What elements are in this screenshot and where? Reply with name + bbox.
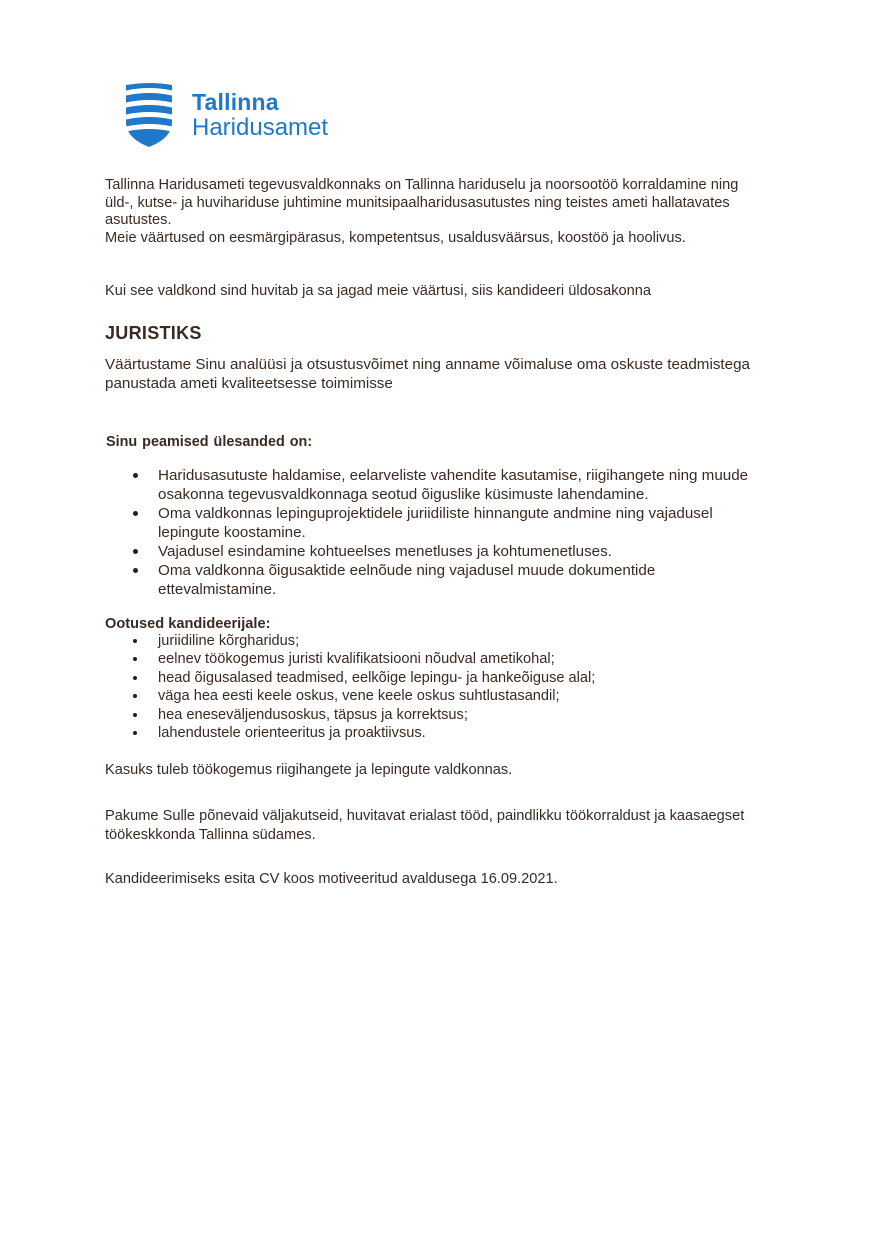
offer-paragraph: Pakume Sulle põnevaid väljakutseid, huvitavat erialast tööd, paindlikku töökorraldust ja kaasaegset töökeskkonda Tallinna südames. [105,808,745,844]
expectations-heading: Ootused kandideerijale: [105,615,271,632]
list-item: lahendustele orienteeritus ja proaktiivsus. [105,724,755,743]
values-paragraph: Meie väärtused on eesmärgipärasus, kompetentsus, usaldusväärsus, koostöö ja hoolivus. [105,229,686,246]
list-item: eelnev töökogemus juristi kvalifikatsiooni nõudval ametikohal; [105,650,755,669]
expectations-list [105,632,755,744]
list-item: Vajadusel esindamine kohtueelses menetluses ja kohtumenetluses. [105,542,755,561]
list-item: juriidiline kõrgharidus; [105,632,755,651]
advantage-paragraph: Kasuks tuleb töökogemus riigihangete ja lepingute valdkonnas. [105,762,513,779]
list-item: väga hea eesti keele oskus, vene keele oskus suhtlustasandil; [105,687,755,706]
list-item: Haridusasutuste haldamise, eelarveliste vahendite kasutamise, riigihangete ning muude osakonna tegevusvaldkonnaga seotud õiguslike küsimuste lahendamine. [105,466,755,504]
logo-title: Tallinna [192,88,279,115]
waves-shield-icon [124,82,174,148]
logo [124,82,328,148]
list-item: hea eneseväljendusoskus, täpsus ja korrektsus; [105,706,755,725]
list-item: head õigusalased teadmised, eelkõige lepingu- ja hankeõiguse alal; [105,669,755,688]
invite-paragraph: Kui see valdkond sind huvitab ja sa jagad meie väärtusi, siis kandideeri üldosakonna [105,283,651,299]
job-posting [105,177,755,888]
list-item: Oma valdkonnas lepinguprojektidele juriidiliste hinnangute andmine ning vajadusel lepingute koostamine. [105,504,755,542]
lead-paragraph: Väärtustame Sinu analüüsi ja otsustusvõimet ning anname võimaluse oma oskuste teadmistega panustada ameti kvaliteetsesse toimimisse [105,355,750,392]
apply-paragraph: Kandideerimiseks esita CV koos motiveeritud avaldusega 16.09.2021. [105,871,558,888]
tasks-heading: Sinu peamised ülesanded on: [106,433,313,450]
logo-text [192,88,329,141]
intro-paragraph: Tallinna Haridusameti tegevusvaldkonnaks on Tallinna hariduselu ja noorsootöö korraldamine ning üld-, kutse- ja huvihariduse juhtimine munitsipaalharidusasutustes ning teistes ameti hallatavates asutustes. [105,177,739,228]
list-item: Oma valdkonna õigusaktide eelnõude ning vajadusel muude dokumentide ettevalmistamine. [105,561,755,599]
position-title: JURISTIKS [105,322,202,343]
logo-subtitle: Haridusamet [192,113,329,141]
tasks-list [105,466,755,599]
